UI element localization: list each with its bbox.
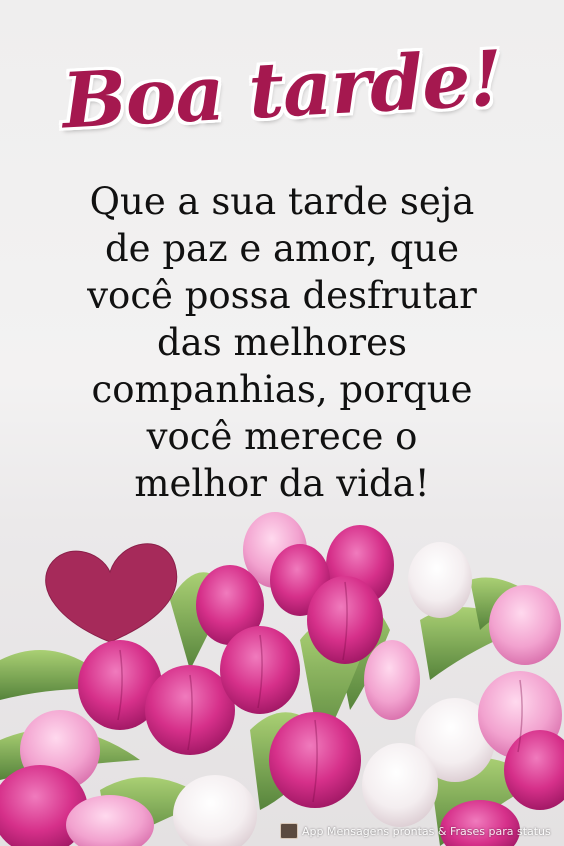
app-logo-icon xyxy=(280,823,298,839)
heart-icon xyxy=(46,544,177,642)
app-watermark xyxy=(280,822,551,840)
greeting-message: Que a sua tarde seja de paz e amor, que você possa desfrutar das melhores companhias, porque você merece o melhor da vida! xyxy=(87,180,477,505)
watermark-text: App Mensagens prontas & Frases para status xyxy=(302,824,551,838)
tulip-bouquet-illustration xyxy=(0,510,564,846)
greeting-title: Boa tarde! xyxy=(59,33,504,146)
